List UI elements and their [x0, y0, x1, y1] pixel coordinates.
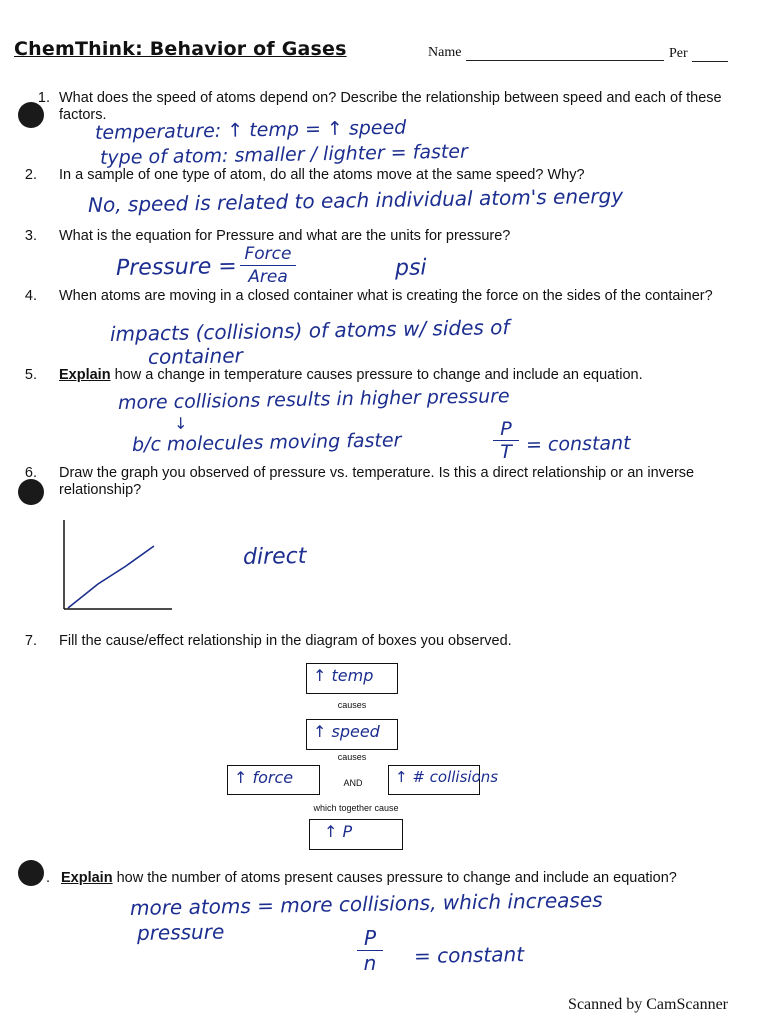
- name-label: Name: [428, 45, 462, 60]
- answer-3-denominator: Area: [248, 267, 288, 287]
- period-label: Per: [669, 46, 688, 61]
- question-2-text: In a sample of one type of atom, do all the atoms move at the same speed? Why?: [59, 167, 585, 183]
- answer-5-equation: = constant: [525, 432, 631, 456]
- diagram-causes-1: causes: [337, 700, 367, 710]
- answer-8-fraction: [356, 926, 384, 975]
- diagram-box-speed: [306, 719, 398, 750]
- question-7-number: 7.: [24, 633, 37, 649]
- explain-emphasis: Explain: [61, 870, 113, 886]
- answer-3-numerator: Force: [244, 244, 292, 264]
- answer-8-equation: = constant: [413, 942, 525, 968]
- question-5-body: how a change in temperature causes pressure to change and include an equation.: [110, 367, 643, 383]
- diagram-and: AND: [343, 778, 363, 788]
- hole-punch-middle: [18, 479, 44, 505]
- answer-3-label: Pressure =: [115, 253, 237, 281]
- name-line: [466, 60, 664, 61]
- diagram-box-pressure: [309, 819, 403, 850]
- answer-5-denominator: T: [500, 441, 512, 463]
- diagram-together-cause: which together cause: [313, 803, 399, 813]
- diagram-box-pressure-text: ↑ P: [324, 822, 353, 841]
- fraction-bar: [240, 265, 296, 266]
- question-8-number: .: [45, 870, 50, 886]
- diagram-box-force-text: ↑ force: [234, 768, 294, 787]
- answer-5-arrow: ↓: [173, 413, 188, 433]
- question-4-text: When atoms are moving in a closed container what is creating the force on the sides of the container?: [59, 288, 713, 304]
- diagram-box-speed-text: ↑ speed: [313, 722, 380, 741]
- diagram-box-temp: [306, 663, 398, 694]
- page-title: ChemThink: Behavior of Gases: [14, 38, 347, 60]
- answer-4-line-2: container: [147, 343, 243, 369]
- diagram-box-temp-text: ↑ temp: [313, 666, 374, 685]
- explain-emphasis: Explain: [59, 367, 111, 383]
- question-1-number: 1.: [37, 90, 50, 106]
- answer-5-numerator: P: [500, 418, 512, 440]
- question-1-text: What does the speed of atoms depend on? Describe the relationship between speed and each of these factors.: [59, 90, 722, 123]
- answer-3-units: psi: [394, 255, 427, 281]
- answer-6: direct: [242, 543, 307, 570]
- answer-2: No, speed is related to each individual atom's energy: [87, 183, 624, 217]
- answer-1-line-2: type of atom: smaller / lighter = faster: [99, 140, 469, 169]
- question-3-text: What is the equation for Pressure and what are the units for pressure?: [59, 228, 511, 244]
- diagram-box-collisions-text: ↑ # collisions: [395, 768, 499, 786]
- diagram-box-collisions: [388, 765, 499, 795]
- period-line: [692, 61, 728, 62]
- camscanner-watermark: Scanned by CamScanner: [568, 996, 728, 1013]
- question-8-body: how the number of atoms present causes pressure to change and include an equation?: [112, 870, 677, 886]
- question-5-text: [59, 367, 739, 384]
- question-3-number: 3.: [24, 228, 37, 244]
- answer-5-line-1: more collisions results in higher pressure: [117, 385, 510, 414]
- graph-line: [68, 546, 154, 608]
- answer-1-line-1: temperature: ↑ temp = ↑ speed: [94, 116, 407, 144]
- answer-5-line-2: b/c molecules moving faster: [131, 429, 402, 456]
- answer-8-line-1: more atoms = more collisions, which increases: [129, 887, 603, 920]
- pressure-temperature-graph: [58, 518, 178, 614]
- question-8-text: [61, 870, 741, 887]
- diagram-causes-2: causes: [337, 752, 367, 762]
- question-6-number: 6.: [24, 465, 37, 481]
- question-2-number: 2.: [24, 167, 37, 183]
- answer-5-fraction: [492, 418, 520, 463]
- answer-4-line-1: impacts (collisions) of atoms w/ sides of: [109, 315, 510, 346]
- question-7-text: Fill the cause/effect relationship in the diagram of boxes you observed.: [59, 633, 512, 649]
- question-6-text: Draw the graph you observed of pressure vs. temperature. Is this a direct relationship or an inverse relationship?: [59, 465, 695, 498]
- answer-3-fraction: [238, 244, 298, 287]
- answer-8-line-2: pressure: [136, 919, 225, 945]
- answer-8-numerator: P: [363, 926, 377, 950]
- question-4-number: 4.: [24, 288, 37, 304]
- question-5-number: 5.: [24, 367, 37, 383]
- answer-8-denominator: n: [363, 951, 377, 975]
